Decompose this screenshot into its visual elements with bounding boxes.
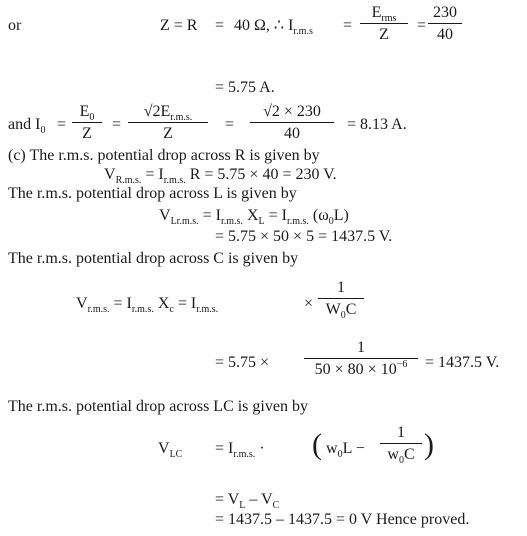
equals-sign: = xyxy=(112,116,122,133)
and-i0: and $I_0$ xyxy=(8,116,46,136)
heading-drop-across-r: (c) The r.m.s. potential drop across R is given by xyxy=(8,147,320,164)
heading-drop-across-lc: The r.m.s. potential drop across LC is given by xyxy=(8,398,308,415)
equation-vl: $V_{Lr.m.s.} = I_{r.m.s.}$ $X_L = I_{r.m.s.}$ $(\omega_0L)$ xyxy=(159,207,349,227)
vlc-irms: = $I_{r.m.s.}$ · xyxy=(215,440,265,460)
fraction-erms-over-z: $E_{rms}$ Z xyxy=(360,5,408,43)
z-equals-r: Z = R xyxy=(160,17,198,34)
vl-result: = 5.75 × 50 × 5 = 1437.5 V. xyxy=(215,228,393,245)
equals-sign: = xyxy=(343,17,353,34)
fraction-root2-230-over-40: $\frac{√2 \times 230}{40}$ xyxy=(250,104,334,142)
equation-vc: $V_{r.m.s.} = I_{r.m.s.}$ $X_c = I_{r.m.s.}$ xyxy=(76,295,219,315)
fraction-e0-over-z: $\frac{E_0}{Z}$ xyxy=(72,104,102,142)
fraction-1-over-w0c-lc: $\frac{1}{w_0C}$ xyxy=(380,425,422,463)
vc-result: = 1437.5 V. xyxy=(425,354,500,371)
equals-sign: = xyxy=(57,116,67,133)
word-or: or xyxy=(8,17,22,34)
w0l-term: $w_0L$ − xyxy=(326,440,365,460)
vc-lead: = 5.75 × xyxy=(215,354,270,371)
fraction-root2-erms-over-z: $\frac{√2E_{r.m.s.}}{Z}$ xyxy=(128,104,208,142)
current-result: = 5.75 A. xyxy=(215,79,275,96)
equals-sign: = xyxy=(417,17,427,34)
final-result: = 1437.5 – 1437.5 = 0 V Hence proved. xyxy=(215,511,470,528)
fraction-1-over-w0c: $\frac{1}{W_0C}$ xyxy=(318,280,364,318)
left-paren: ( xyxy=(312,428,322,461)
equation-vr: $V_{R.m.s.} = I_{r.m.s.}$ R = 5.75 × 40 = 230 V. xyxy=(104,166,337,186)
peak-current-result: = 8.13 A. xyxy=(347,116,407,133)
impedance-value: 40 Ω, ∴ $I_{r.m.s}$ xyxy=(234,17,313,37)
vlc-label: $V_{LC}$ xyxy=(158,440,183,460)
times-sign: × xyxy=(304,295,314,312)
heading-drop-across-c: The r.m.s. potential drop across C is given by xyxy=(8,250,299,267)
equals-sign: = xyxy=(215,17,225,34)
heading-drop-across-l: The r.m.s. potential drop across L is given by xyxy=(8,185,297,202)
fraction-1-over-50x80x10e-6: $\frac{1}{50 \times 80 \times 10^{-6}}$ xyxy=(304,340,418,378)
vl-minus-vc: = $V_L - V_C$ xyxy=(215,491,280,511)
equals-sign: = xyxy=(225,116,235,133)
right-paren: ) xyxy=(424,428,434,461)
fraction-230-over-40: $\frac{230}{40}$ xyxy=(428,5,462,43)
